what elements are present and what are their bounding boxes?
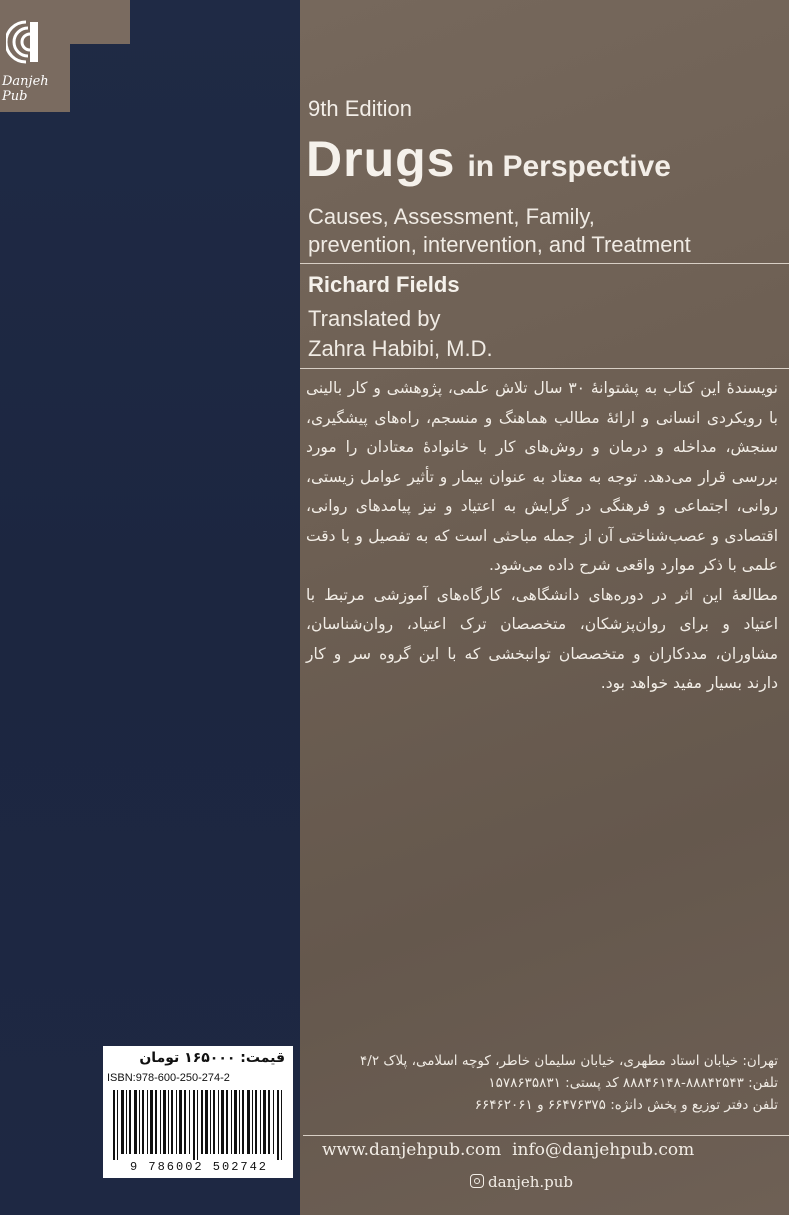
website-link[interactable]: www.danjehpub.com — [322, 1140, 502, 1160]
address-line: تلفن: ۸۸۸۴۲۵۴۳-۸۸۸۴۶۱۴۸ کد پستی: ۱۵۷۸۶۳۵۸۳۱ — [488, 1075, 778, 1091]
divider — [300, 368, 789, 369]
divider — [303, 1135, 789, 1136]
price: قیمت: ۱۶۵۰۰۰ تومان — [139, 1050, 285, 1066]
contact-line — [322, 1140, 694, 1160]
subtitle-line1: Causes, Assessment, Family, — [308, 204, 595, 229]
left-panel — [0, 0, 300, 1215]
isbn: ISBN:978-600-250-274-2 — [107, 1072, 230, 1084]
description-paragraph: نویسندهٔ این کتاب به پشتوانهٔ ۳۰ سال تلاش علمی، پژوهشی و کار بالینی با رویکردی انسانی و ارائهٔ مطالب هماهنگ و منسجم، راه‌های پیشگیری، سنجش، مداخله و درمان و روش‌های کار با خانوادهٔ معتادان را مورد بررسی قرار می‌دهد. توجه به معتاد به عنوان بیمار و تأثیر عوامل زیستی، روانی، اجتماعی و فرهنگی در گرایش به اعتیاد و نیز پیامدهای روانی، اقتصادی و عصب‌شناختی آن از جمله مباحثی است که به تفصیل و با دقت علمی با ذکر موارد واقعی شرح داده می‌شود. — [306, 379, 778, 574]
publisher-logo-text: Danjeh Pub — [2, 74, 49, 104]
address-line: تلفن دفتر توزیع و پخش دانژه: ۶۶۴۷۶۳۷۵ و ۶۶۴۶۲۰۶۱ — [474, 1097, 778, 1113]
description-paragraph: مطالعهٔ این اثر در دوره‌های دانشگاهی، کارگاه‌های آموزشی مرتبط با اعتیاد و برای روان‌پزشکان، متخصصان ترک اعتیاد، روان‌شناسان، مشاوران، مددکاران و متخصصان توانبخشی که با این گروه سر و کار دارند بسیار مفید خواهد بود. — [306, 585, 778, 692]
book-title — [306, 130, 671, 188]
subtitle-line2: prevention, intervention, and Treatment — [308, 232, 691, 257]
title-rest: in Perspective — [467, 150, 671, 183]
address — [310, 1050, 778, 1116]
isbn-box — [103, 1046, 293, 1178]
description — [306, 374, 778, 699]
divider — [300, 263, 789, 264]
instagram-icon — [470, 1174, 484, 1188]
barcode-number: 9 786002 502742 — [129, 1160, 269, 1174]
title-main: Drugs — [306, 131, 456, 187]
address-line: تهران: خیابان استاد مطهری، خیابان سلیمان خاطر، کوچه اسلامی، پلاک ۴/۲ — [360, 1053, 778, 1069]
email-link[interactable]: info@danjehpub.com — [512, 1140, 695, 1160]
edition: 9th Edition — [308, 96, 412, 121]
translator: Zahra Habibi, M.D. — [308, 336, 493, 361]
author: Richard Fields — [308, 272, 460, 297]
instagram-handle[interactable] — [470, 1173, 573, 1191]
barcode-icon — [111, 1090, 285, 1160]
translated-by: Translated by — [308, 306, 441, 331]
instagram-text: danjeh.pub — [488, 1173, 574, 1191]
publisher-logo-icon — [6, 20, 40, 64]
